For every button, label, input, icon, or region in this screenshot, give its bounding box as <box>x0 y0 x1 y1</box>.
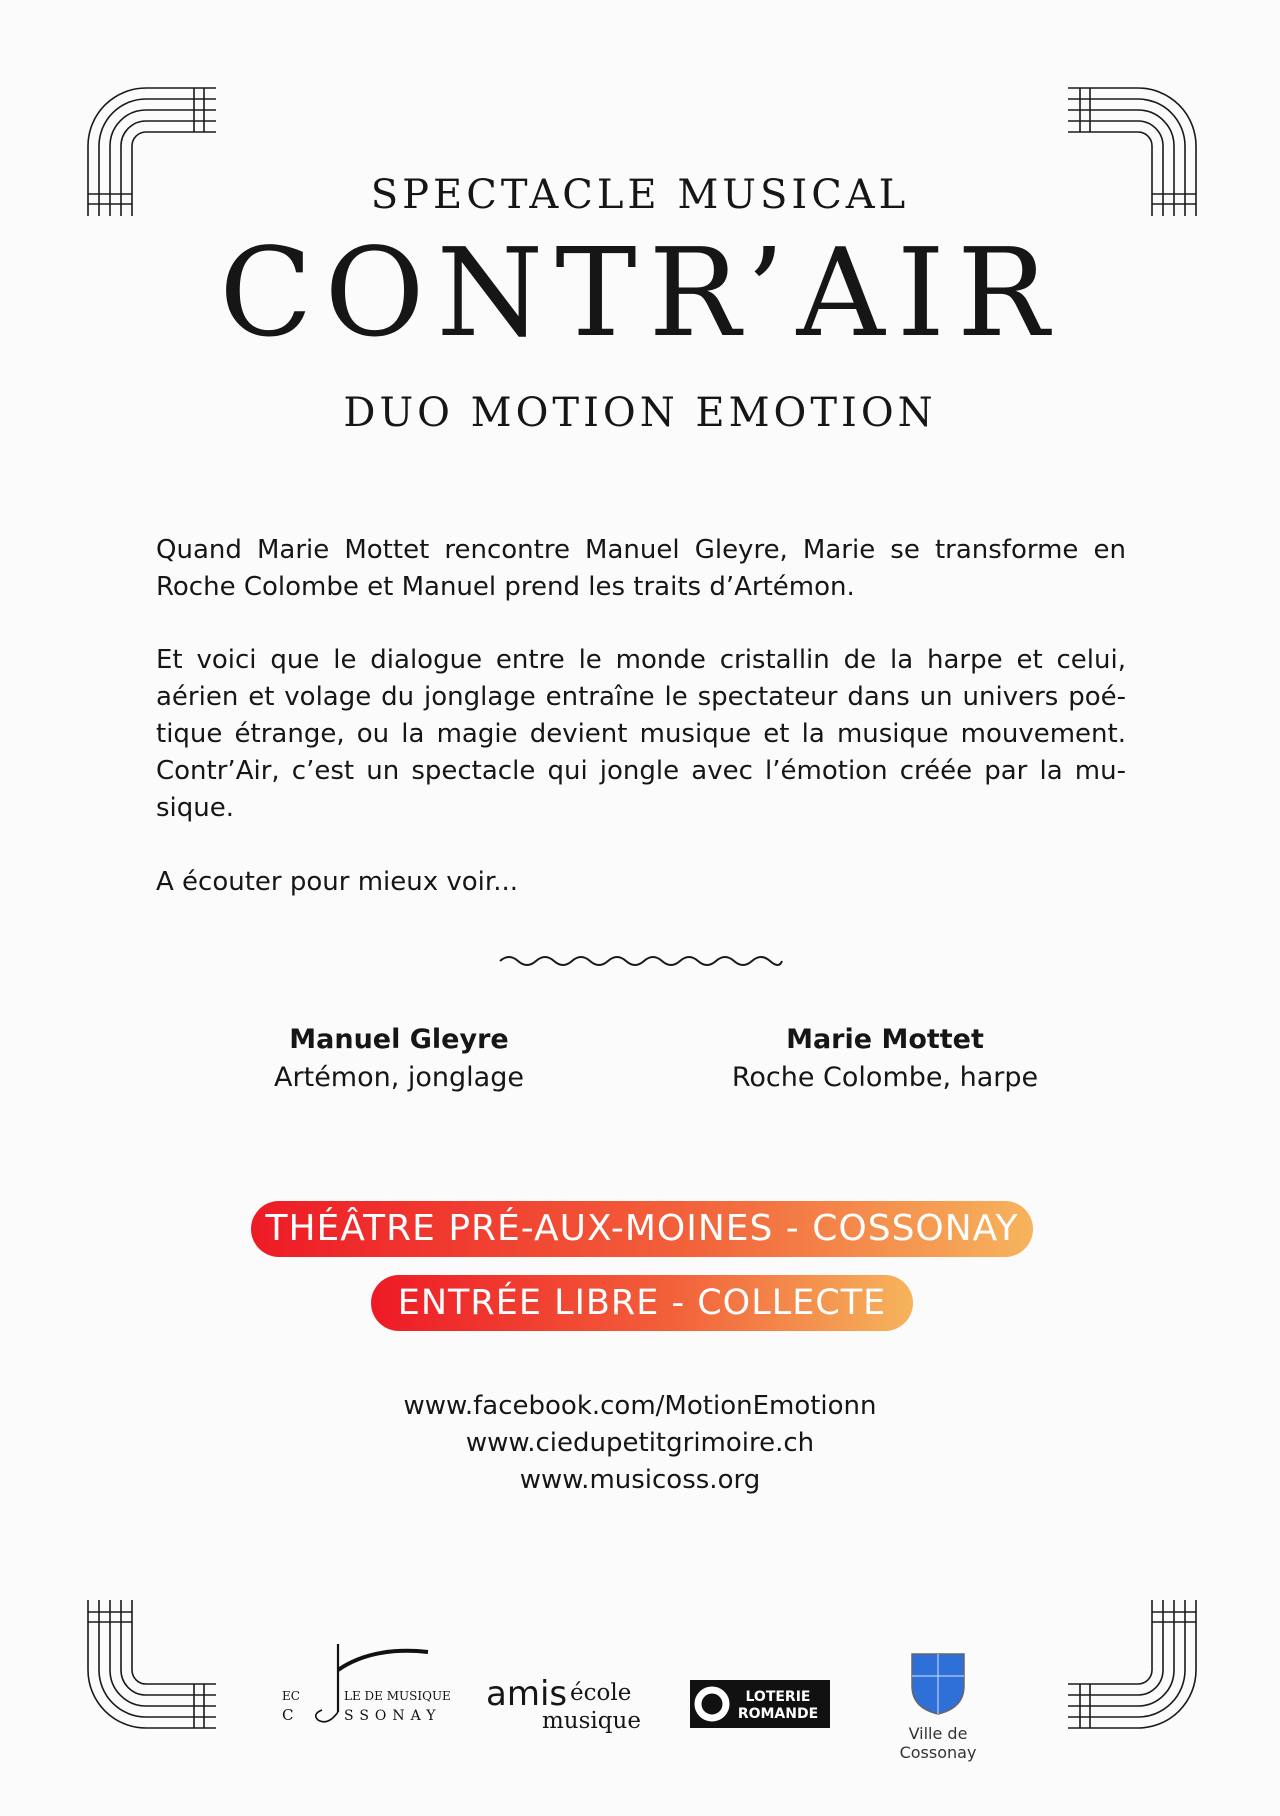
wave-divider <box>498 950 784 972</box>
ecole-text-left: EC <box>282 1689 300 1703</box>
credit-performer <box>685 1021 1085 1097</box>
ecole-text-c: C <box>282 1706 294 1724</box>
ville-de-cossonay-logo <box>868 1652 1008 1762</box>
links-list <box>0 1388 1280 1499</box>
loterie-text-2: ROMANDE <box>737 1706 819 1722</box>
corner-ornament-bottom-left <box>86 1600 216 1730</box>
ecole-de-musique-cossonay-logo <box>278 1640 458 1730</box>
amis-ecole-musique-logo <box>484 1674 654 1732</box>
loterie-romande-logo <box>690 1680 830 1728</box>
shield-icon <box>910 1652 966 1716</box>
amis-text: amis <box>486 1674 568 1714</box>
performer-name: Manuel Gleyre <box>289 1024 509 1055</box>
link-facebook[interactable]: www.facebook.com/MotionEmotionn <box>403 1391 877 1421</box>
description-paragraph: Quand Marie Mottet rencontre Manuel Gleyre, Marie se transforme en Roche Colombe et Manuel prend les traits d’Artémon. <box>156 535 1126 602</box>
performer-role: Roche Colombe, harpe <box>731 1062 1039 1093</box>
link-ciedupetitgrimoire[interactable]: www.ciedupetitgrimoire.ch <box>465 1428 815 1458</box>
ecole-text-right: LE DE MUSIQUE <box>344 1689 451 1703</box>
venue-badge: THÉÂTRE PRÉ-AUX-MOINES - COSSONAY <box>251 1201 1033 1257</box>
corner-ornament-bottom-right <box>1068 1600 1198 1730</box>
amis-ecole-text: école <box>570 1680 632 1706</box>
ville-label: Ville de Cossonay <box>899 1724 977 1762</box>
link-musicoss[interactable]: www.musicoss.org <box>519 1465 761 1495</box>
tagline: A écouter pour mieux voir... <box>156 867 519 897</box>
page-title: CONTR’AIR <box>219 222 1061 364</box>
performer-role: Artémon, jonglage <box>274 1062 524 1093</box>
subtitle: DUO MOTION EMOTION <box>343 390 937 436</box>
entry-badge: ENTRÉE LIBRE - COLLECTE <box>371 1275 913 1331</box>
pretitle: SPECTACLE MUSICAL <box>370 172 910 218</box>
credit-performer <box>199 1021 599 1097</box>
description-paragraph: Et voici que le dialogue entre le monde cristallin de la harpe et celui, aérien et volage du jonglage entraîne le spectateur dans un univers poé-tique étrange, ou la magie devient musique et la musique mouvement. Contr’Air, c’est un spectacle qui jongle avec l’émotion créée par la mu-sique. <box>156 645 1126 823</box>
amis-musique-text: musique <box>542 1708 641 1734</box>
loterie-text-1: LOTERIE <box>745 1689 811 1705</box>
ecole-text-ssonay: SSONAY <box>344 1708 442 1724</box>
performer-name: Marie Mottet <box>786 1024 984 1055</box>
